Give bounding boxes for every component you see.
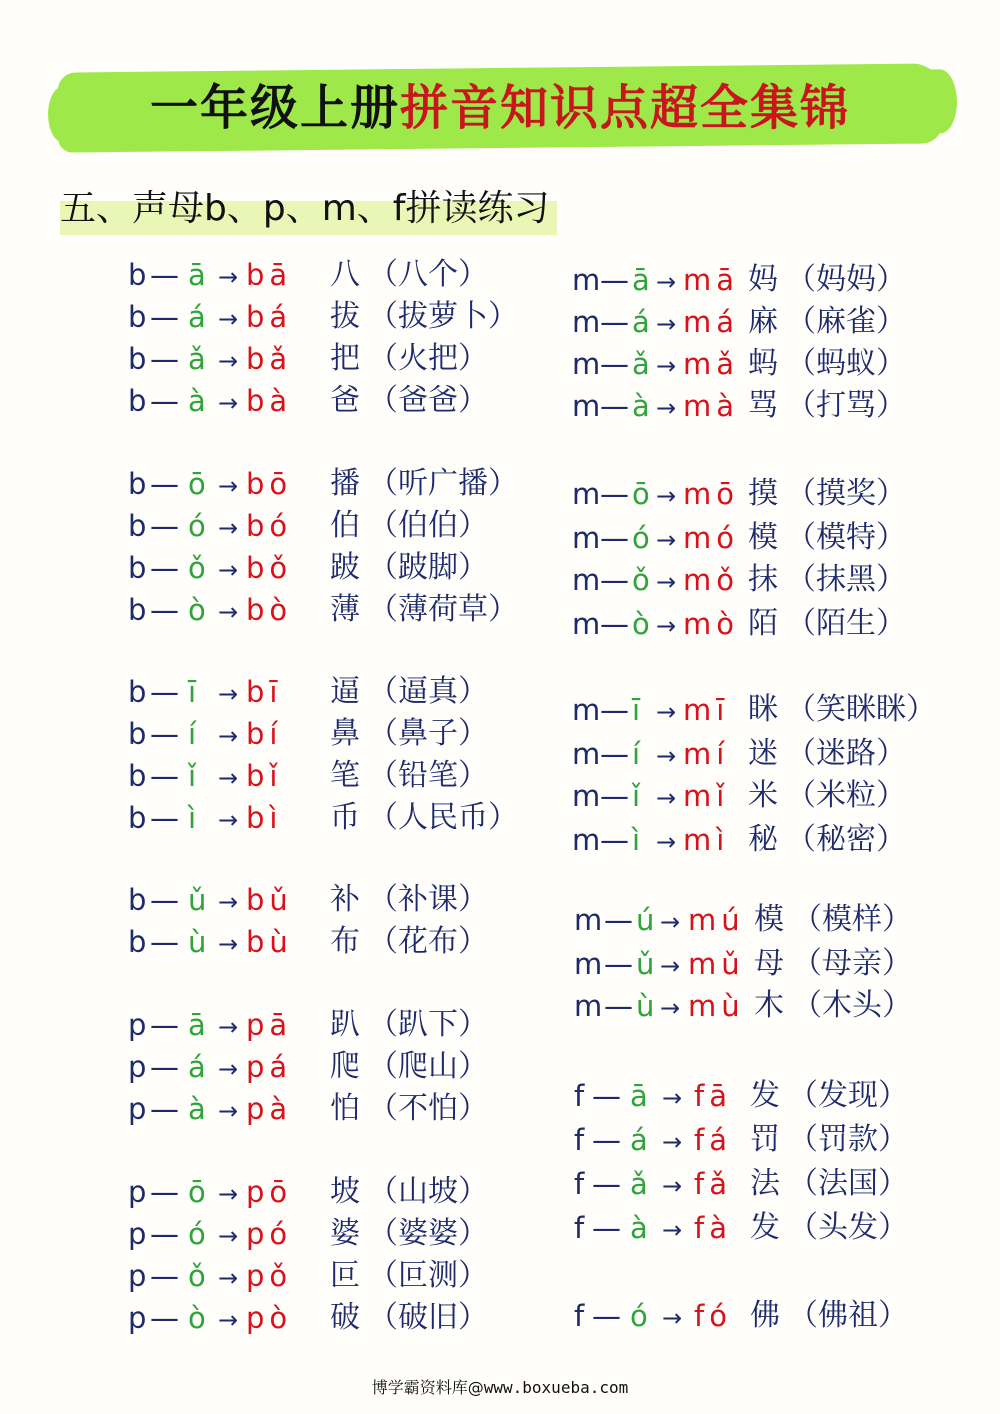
- final-vowel: ī: [188, 675, 197, 709]
- initial-letter: b: [128, 717, 147, 751]
- example-word: （拔萝卜）: [368, 299, 518, 334]
- final-vowel: ò: [188, 1301, 206, 1335]
- hanzi: 迷: [748, 736, 778, 771]
- hanzi: 婆: [330, 1216, 360, 1251]
- syllable: bá: [246, 300, 293, 334]
- example-word: （跛脚）: [368, 550, 488, 585]
- hanzi: 把: [330, 341, 360, 376]
- example-word: （抹黑）: [786, 562, 906, 597]
- section-heading: 五、声母b、p、m、f拼读练习: [60, 183, 557, 235]
- arrow-icon: →: [218, 888, 239, 916]
- initial-letter: m: [574, 903, 603, 937]
- hanzi: 妈: [748, 262, 778, 297]
- final-vowel: à: [630, 1211, 648, 1245]
- arrow-icon: →: [656, 568, 677, 596]
- final-vowel: ā: [188, 1008, 206, 1042]
- spell-dash: —: [592, 1299, 621, 1333]
- spell-dash: —: [150, 384, 179, 418]
- hanzi: 爬: [330, 1049, 360, 1084]
- syllable: mì: [683, 823, 730, 857]
- syllable: mà: [683, 389, 740, 423]
- syllable: bǔ: [246, 883, 293, 917]
- syllable: bā: [246, 258, 293, 292]
- syllable: bò: [246, 593, 293, 627]
- example-word: （叵测）: [368, 1258, 488, 1293]
- initial-letter: m: [572, 305, 601, 339]
- hanzi: 骂: [748, 388, 778, 423]
- arrow-icon: →: [218, 514, 239, 542]
- final-vowel: ǒ: [188, 551, 206, 585]
- spell-dash: —: [150, 717, 179, 751]
- spell-dash: —: [600, 305, 629, 339]
- arrow-icon: →: [656, 310, 677, 338]
- example-word: （补课）: [368, 882, 488, 917]
- initial-letter: m: [572, 823, 601, 857]
- spell-dash: —: [150, 342, 179, 376]
- initial-letter: b: [128, 467, 147, 501]
- example-word: （爬山）: [368, 1049, 488, 1084]
- arrow-icon: →: [218, 1013, 239, 1041]
- example-word: （火把）: [368, 341, 488, 376]
- arrow-icon: →: [218, 722, 239, 750]
- initial-letter: m: [572, 607, 601, 641]
- footer-url: www.boxueba.com: [483, 1378, 629, 1397]
- spell-dash: —: [600, 389, 629, 423]
- hanzi: 发: [750, 1078, 780, 1113]
- hanzi: 佛: [750, 1298, 780, 1333]
- syllable: mí: [683, 737, 730, 771]
- arrow-icon: →: [218, 556, 239, 584]
- spell-dash: —: [592, 1211, 621, 1245]
- hanzi: 伯: [330, 508, 360, 543]
- arrow-icon: →: [218, 1097, 239, 1125]
- spell-dash: —: [150, 1050, 179, 1084]
- hanzi: 模: [754, 902, 784, 937]
- syllable: pǒ: [246, 1259, 293, 1293]
- spell-dash: —: [600, 521, 629, 555]
- initial-letter: p: [128, 1259, 147, 1293]
- arrow-icon: →: [218, 764, 239, 792]
- hanzi: 母: [754, 946, 784, 981]
- final-vowel: á: [632, 305, 650, 339]
- syllable: fó: [694, 1299, 732, 1333]
- initial-letter: b: [128, 759, 147, 793]
- example-word: （发现）: [788, 1078, 908, 1113]
- initial-letter: m: [572, 563, 601, 597]
- syllable: mā: [683, 263, 740, 297]
- syllable: mǔ: [688, 947, 745, 981]
- syllable: fá: [694, 1123, 732, 1157]
- final-vowel: ō: [188, 467, 206, 501]
- initial-letter: p: [128, 1092, 147, 1126]
- spell-dash: —: [150, 759, 179, 793]
- final-vowel: á: [630, 1123, 648, 1157]
- spell-dash: —: [150, 258, 179, 292]
- initial-letter: f: [574, 1167, 585, 1201]
- initial-letter: b: [128, 551, 147, 585]
- example-word: （八个）: [368, 257, 488, 292]
- title-grade: 一年级上册: [149, 80, 400, 136]
- example-word: （趴下）: [368, 1007, 488, 1042]
- final-vowel: ó: [188, 1217, 206, 1251]
- hanzi: 法: [750, 1166, 780, 1201]
- example-word: （不怕）: [368, 1091, 488, 1126]
- initial-letter: b: [128, 883, 147, 917]
- syllable: mù: [688, 989, 745, 1023]
- hanzi: 秘: [748, 822, 778, 857]
- hanzi: 破: [330, 1300, 360, 1335]
- spell-dash: —: [600, 477, 629, 511]
- final-vowel: ǐ: [188, 759, 197, 793]
- final-vowel: ǎ: [188, 342, 206, 376]
- arrow-icon: →: [656, 526, 677, 554]
- arrow-icon: →: [218, 806, 239, 834]
- final-vowel: ǐ: [632, 779, 641, 813]
- initial-letter: m: [574, 989, 603, 1023]
- example-word: （逼真）: [368, 674, 488, 709]
- example-word: （母亲）: [792, 946, 912, 981]
- example-word: （笑眯眯）: [786, 692, 936, 727]
- initial-letter: m: [572, 693, 601, 727]
- syllable: fǎ: [694, 1167, 732, 1201]
- final-vowel: ì: [632, 823, 641, 857]
- example-word: （模特）: [786, 520, 906, 555]
- spell-dash: —: [600, 607, 629, 641]
- example-word: （鼻子）: [368, 716, 488, 751]
- syllable: pà: [246, 1092, 293, 1126]
- hanzi: 抹: [748, 562, 778, 597]
- arrow-icon: →: [218, 598, 239, 626]
- initial-letter: b: [128, 300, 147, 334]
- initial-letter: b: [128, 509, 147, 543]
- syllable: bǐ: [246, 759, 283, 793]
- initial-letter: b: [128, 801, 147, 835]
- arrow-icon: →: [656, 268, 677, 296]
- spell-dash: —: [600, 737, 629, 771]
- arrow-icon: →: [662, 1128, 683, 1156]
- syllable: mó: [683, 521, 739, 555]
- initial-letter: b: [128, 925, 147, 959]
- hanzi: 播: [330, 466, 360, 501]
- arrow-icon: →: [218, 1264, 239, 1292]
- example-word: （法国）: [788, 1166, 908, 1201]
- arrow-icon: →: [218, 389, 239, 417]
- example-word: （薄荷草）: [368, 592, 518, 627]
- arrow-icon: →: [660, 908, 681, 936]
- arrow-icon: →: [656, 394, 677, 422]
- syllable: bǒ: [246, 551, 293, 585]
- hanzi: 鼻: [330, 716, 360, 751]
- spell-dash: —: [150, 675, 179, 709]
- arrow-icon: →: [656, 482, 677, 510]
- arrow-icon: →: [656, 352, 677, 380]
- arrow-icon: →: [218, 1180, 239, 1208]
- arrow-icon: →: [218, 347, 239, 375]
- initial-letter: p: [128, 1175, 147, 1209]
- example-word: （花布）: [368, 924, 488, 959]
- spell-dash: —: [600, 347, 629, 381]
- syllable: bó: [246, 509, 293, 543]
- example-word: （模样）: [792, 902, 912, 937]
- hanzi: 发: [750, 1210, 780, 1245]
- spell-dash: —: [604, 903, 633, 937]
- arrow-icon: →: [218, 680, 239, 708]
- final-vowel: ǒ: [632, 563, 650, 597]
- arrow-icon: →: [656, 784, 677, 812]
- final-vowel: ì: [188, 801, 197, 835]
- initial-letter: f: [574, 1211, 585, 1245]
- final-vowel: ǎ: [632, 347, 650, 381]
- spell-dash: —: [600, 693, 629, 727]
- initial-letter: b: [128, 258, 147, 292]
- final-vowel: ī: [632, 693, 641, 727]
- spell-dash: —: [150, 1092, 179, 1126]
- spell-dash: —: [150, 1259, 179, 1293]
- spell-dash: —: [150, 883, 179, 917]
- hanzi: 麻: [748, 304, 778, 339]
- initial-letter: b: [128, 384, 147, 418]
- hanzi: 摸: [748, 476, 778, 511]
- hanzi: 爸: [330, 383, 360, 418]
- initial-letter: m: [572, 477, 601, 511]
- spell-dash: —: [150, 300, 179, 334]
- initial-letter: p: [128, 1050, 147, 1084]
- example-word: （头发）: [788, 1210, 908, 1245]
- example-word: （听广播）: [368, 466, 518, 501]
- initial-letter: p: [128, 1008, 147, 1042]
- hanzi: 八: [330, 257, 360, 292]
- footer-watermark: [0, 1376, 1000, 1400]
- example-word: （破旧）: [368, 1300, 488, 1335]
- syllable: mú: [688, 903, 745, 937]
- initial-letter: m: [572, 389, 601, 423]
- hanzi: 罚: [750, 1122, 780, 1157]
- hanzi: 蚂: [748, 346, 778, 381]
- initial-letter: b: [128, 342, 147, 376]
- initial-letter: m: [574, 947, 603, 981]
- initial-letter: m: [572, 521, 601, 555]
- final-vowel: ú: [636, 903, 655, 937]
- final-vowel: ā: [630, 1079, 648, 1113]
- final-vowel: ǒ: [188, 1259, 206, 1293]
- arrow-icon: →: [218, 930, 239, 958]
- spell-dash: —: [150, 1301, 179, 1335]
- syllable: pó: [246, 1217, 293, 1251]
- title-topic: 拼音知识点超全集锦: [400, 80, 851, 136]
- spell-dash: —: [150, 1217, 179, 1251]
- arrow-icon: →: [218, 1222, 239, 1250]
- example-word: （妈妈）: [786, 262, 906, 297]
- hanzi: 趴: [330, 1007, 360, 1042]
- arrow-icon: →: [218, 1055, 239, 1083]
- arrow-icon: →: [656, 698, 677, 726]
- hanzi: 怕: [330, 1091, 360, 1126]
- final-vowel: à: [188, 1092, 206, 1126]
- hanzi: 拔: [330, 299, 360, 334]
- final-vowel: á: [188, 1050, 206, 1084]
- example-word: （米粒）: [786, 778, 906, 813]
- final-vowel: ó: [632, 521, 650, 555]
- initial-letter: m: [572, 779, 601, 813]
- hanzi: 模: [748, 520, 778, 555]
- example-word: （伯伯）: [368, 508, 488, 543]
- example-word: （蚂蚁）: [786, 346, 906, 381]
- syllable: bī: [246, 675, 283, 709]
- syllable: mò: [683, 607, 739, 641]
- initial-letter: b: [128, 675, 147, 709]
- final-vowel: ō: [188, 1175, 206, 1209]
- example-word: （铅笔）: [368, 758, 488, 793]
- syllable: mī: [683, 693, 730, 727]
- final-vowel: ò: [188, 593, 206, 627]
- example-word: （麻雀）: [786, 304, 906, 339]
- example-word: （山坡）: [368, 1174, 488, 1209]
- syllable: fā: [694, 1079, 732, 1113]
- syllable: má: [683, 305, 740, 339]
- arrow-icon: →: [662, 1304, 683, 1332]
- spell-dash: —: [592, 1167, 621, 1201]
- hanzi: 币: [330, 800, 360, 835]
- hanzi: 笔: [330, 758, 360, 793]
- initial-letter: f: [574, 1123, 585, 1157]
- arrow-icon: →: [218, 472, 239, 500]
- syllable: pō: [246, 1175, 293, 1209]
- final-vowel: á: [188, 300, 206, 334]
- arrow-icon: →: [660, 952, 681, 980]
- hanzi: 眯: [748, 692, 778, 727]
- final-vowel: ǎ: [630, 1167, 648, 1201]
- spell-dash: —: [592, 1123, 621, 1157]
- syllable: bō: [246, 467, 293, 501]
- syllable: pā: [246, 1008, 293, 1042]
- example-word: （爸爸）: [368, 383, 488, 418]
- initial-letter: f: [574, 1299, 585, 1333]
- page-title: [0, 78, 1000, 138]
- arrow-icon: →: [656, 612, 677, 640]
- initial-letter: p: [128, 1301, 147, 1335]
- final-vowel: ó: [188, 509, 206, 543]
- example-word: （打骂）: [786, 388, 906, 423]
- syllable: pá: [246, 1050, 293, 1084]
- example-word: （木头）: [792, 988, 912, 1023]
- hanzi: 木: [754, 988, 784, 1023]
- spell-dash: —: [600, 823, 629, 857]
- example-word: （摸奖）: [786, 476, 906, 511]
- final-vowel: ǔ: [636, 947, 655, 981]
- hanzi: 坡: [330, 1174, 360, 1209]
- final-vowel: ǔ: [188, 883, 207, 917]
- final-vowel: à: [632, 389, 650, 423]
- arrow-icon: →: [662, 1084, 683, 1112]
- final-vowel: ò: [632, 607, 650, 641]
- initial-letter: m: [572, 347, 601, 381]
- arrow-icon: →: [218, 263, 239, 291]
- arrow-icon: →: [656, 828, 677, 856]
- syllable: mǐ: [683, 779, 730, 813]
- syllable: bì: [246, 801, 283, 835]
- example-word: （人民币）: [368, 800, 518, 835]
- spell-dash: —: [150, 593, 179, 627]
- final-vowel: í: [188, 717, 197, 751]
- spell-dash: —: [150, 1008, 179, 1042]
- example-word: （秘密）: [786, 822, 906, 857]
- initial-letter: m: [572, 263, 601, 297]
- syllable: mǒ: [683, 563, 739, 597]
- hanzi: 陌: [748, 606, 778, 641]
- spell-dash: —: [150, 925, 179, 959]
- arrow-icon: →: [662, 1216, 683, 1244]
- final-vowel: ó: [630, 1299, 648, 1333]
- spell-dash: —: [150, 467, 179, 501]
- spell-dash: —: [150, 1175, 179, 1209]
- final-vowel: à: [188, 384, 206, 418]
- hanzi: 叵: [330, 1258, 360, 1293]
- final-vowel: ā: [632, 263, 650, 297]
- syllable: fà: [694, 1211, 732, 1245]
- footer-text: 博学霸资料库@: [371, 1378, 484, 1397]
- initial-letter: p: [128, 1217, 147, 1251]
- hanzi: 布: [330, 924, 360, 959]
- final-vowel: ù: [188, 925, 207, 959]
- spell-dash: —: [600, 263, 629, 297]
- syllable: bà: [246, 384, 293, 418]
- example-word: （罚款）: [788, 1122, 908, 1157]
- syllable: pò: [246, 1301, 293, 1335]
- hanzi: 米: [748, 778, 778, 813]
- syllable: mō: [683, 477, 739, 511]
- syllable: bǎ: [246, 342, 293, 376]
- hanzi: 逼: [330, 674, 360, 709]
- spell-dash: —: [604, 947, 633, 981]
- syllable: bí: [246, 717, 283, 751]
- arrow-icon: →: [660, 994, 681, 1022]
- final-vowel: ù: [636, 989, 655, 1023]
- arrow-icon: →: [218, 305, 239, 333]
- initial-letter: f: [574, 1079, 585, 1113]
- arrow-icon: →: [218, 1306, 239, 1334]
- example-word: （陌生）: [786, 606, 906, 641]
- hanzi: 跛: [330, 550, 360, 585]
- spell-dash: —: [604, 989, 633, 1023]
- spell-dash: —: [150, 551, 179, 585]
- syllable: bù: [246, 925, 293, 959]
- spell-dash: —: [600, 563, 629, 597]
- arrow-icon: →: [662, 1172, 683, 1200]
- initial-letter: b: [128, 593, 147, 627]
- final-vowel: í: [632, 737, 641, 771]
- spell-dash: —: [150, 509, 179, 543]
- hanzi: 补: [330, 882, 360, 917]
- final-vowel: ā: [188, 258, 206, 292]
- final-vowel: ō: [632, 477, 650, 511]
- initial-letter: m: [572, 737, 601, 771]
- example-word: （婆婆）: [368, 1216, 488, 1251]
- spell-dash: —: [150, 801, 179, 835]
- arrow-icon: →: [656, 742, 677, 770]
- hanzi: 薄: [330, 592, 360, 627]
- spell-dash: —: [592, 1079, 621, 1113]
- example-word: （迷路）: [786, 736, 906, 771]
- syllable: mǎ: [683, 347, 740, 381]
- example-word: （佛祖）: [788, 1298, 908, 1333]
- spell-dash: —: [600, 779, 629, 813]
